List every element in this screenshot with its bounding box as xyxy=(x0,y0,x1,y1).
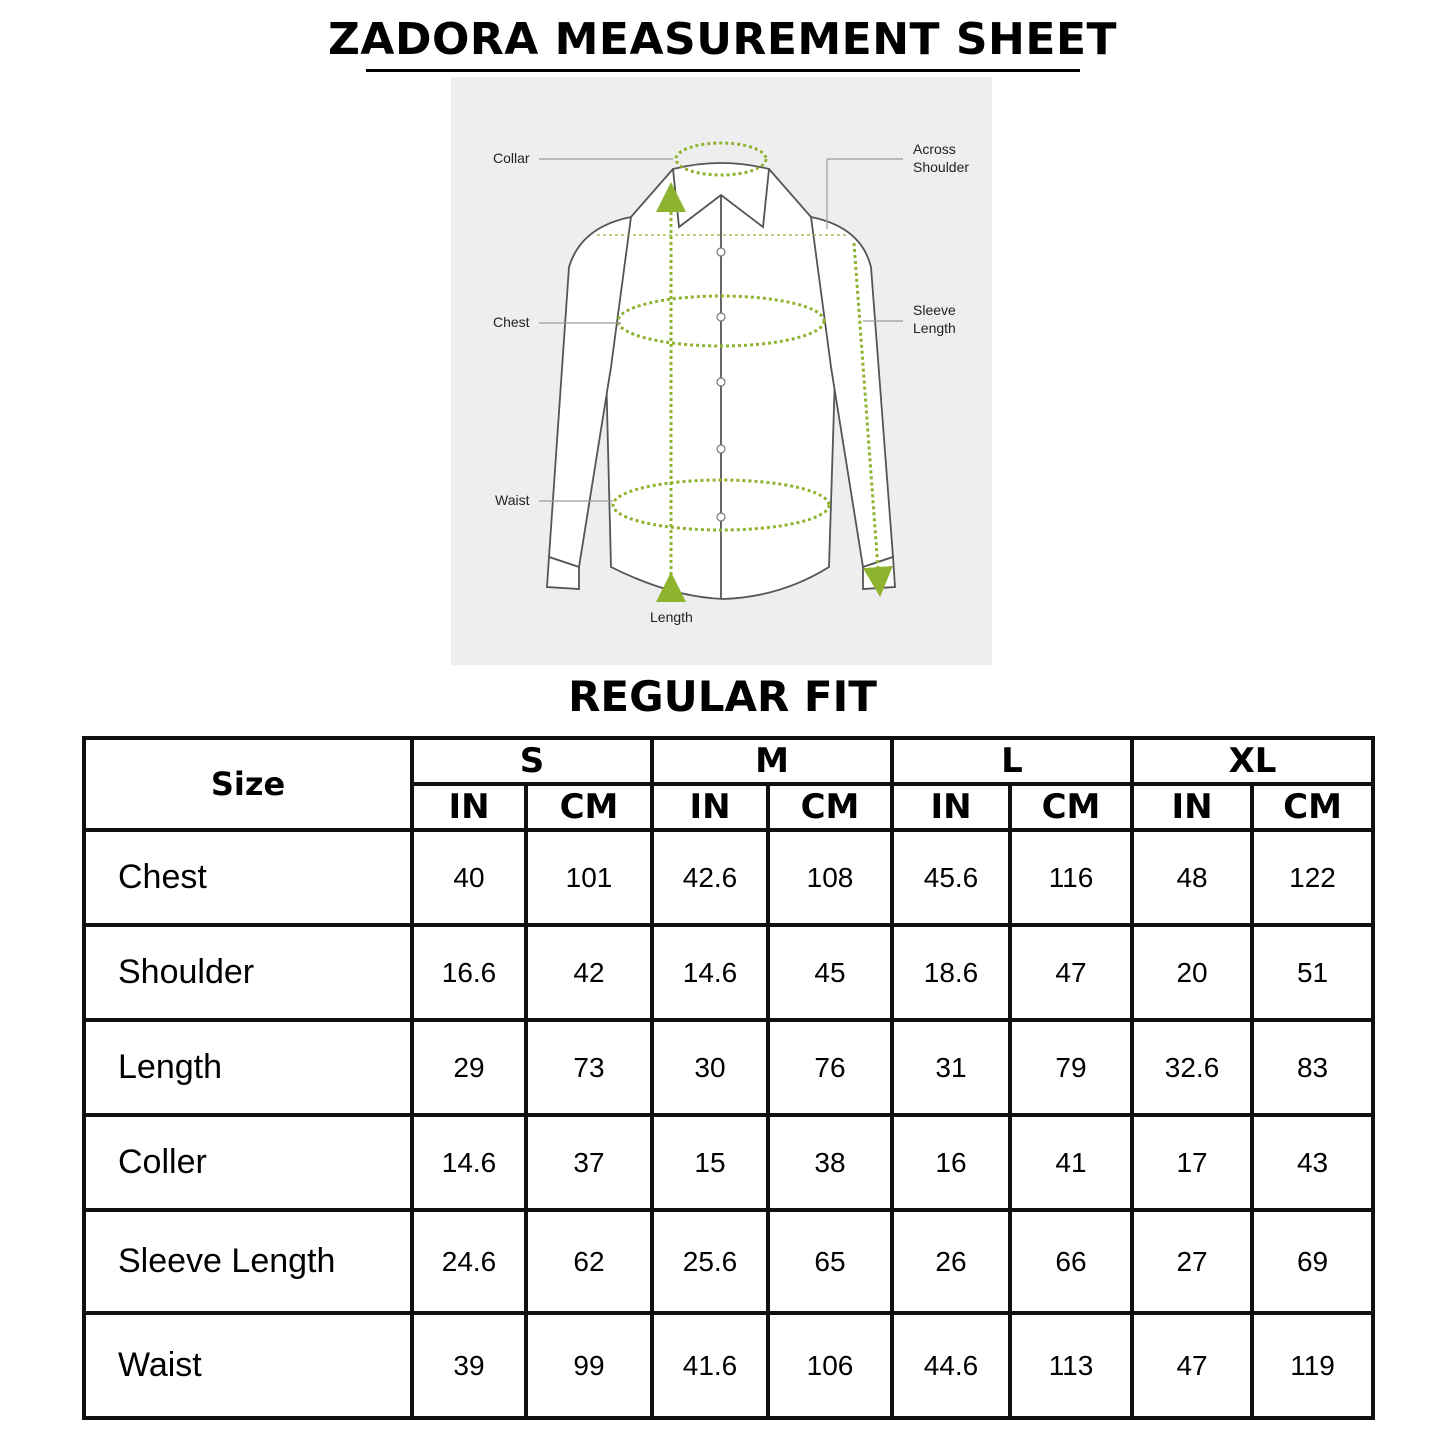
row-label: Shoulder xyxy=(84,925,412,1020)
table-row-sleeve-length xyxy=(84,1210,1373,1313)
table-cell: 83 xyxy=(1252,1020,1373,1115)
unit-header: CM xyxy=(1252,784,1373,830)
table-cell: 113 xyxy=(1010,1313,1132,1418)
unit-header: CM xyxy=(768,784,892,830)
unit-header: IN xyxy=(412,784,526,830)
title-underline xyxy=(366,69,1080,72)
table-cell: 29 xyxy=(412,1020,526,1115)
table-cell: 106 xyxy=(768,1313,892,1418)
unit-header: CM xyxy=(1010,784,1132,830)
table-cell: 66 xyxy=(1010,1210,1132,1313)
size-header-s: S xyxy=(412,738,652,784)
table-cell: 119 xyxy=(1252,1313,1373,1418)
table-cell: 20 xyxy=(1132,925,1252,1020)
diagram-label-across-shoulder: Across xyxy=(913,141,956,157)
table-cell: 40 xyxy=(412,830,526,925)
table-cell: 65 xyxy=(768,1210,892,1313)
table-cell: 44.6 xyxy=(892,1313,1010,1418)
unit-header: CM xyxy=(526,784,652,830)
row-label: Waist xyxy=(84,1313,412,1418)
diagram-label-across-shoulder-2: Shoulder xyxy=(913,159,970,175)
page-title: ZADORA MEASUREMENT SHEET xyxy=(327,14,1118,65)
table-cell: 26 xyxy=(892,1210,1010,1313)
shirt-illustration xyxy=(451,77,992,665)
table-cell: 51 xyxy=(1252,925,1373,1020)
table-cell: 45.6 xyxy=(892,830,1010,925)
unit-header: IN xyxy=(892,784,1010,830)
table-cell: 27 xyxy=(1132,1210,1252,1313)
table-row-shoulder xyxy=(84,925,1373,1020)
table-cell: 37 xyxy=(526,1115,652,1210)
table-cell: 108 xyxy=(768,830,892,925)
diagram-label-collar: Collar xyxy=(493,150,530,166)
table-row-waist xyxy=(84,1313,1373,1418)
table-cell: 48 xyxy=(1132,830,1252,925)
table-cell: 99 xyxy=(526,1313,652,1418)
diagram-label-sleeve-length-2: Length xyxy=(913,320,956,336)
table-cell: 41 xyxy=(1010,1115,1132,1210)
table-cell: 38 xyxy=(768,1115,892,1210)
size-header-row xyxy=(84,738,1373,784)
table-cell: 31 xyxy=(892,1020,1010,1115)
diagram-label-chest: Chest xyxy=(493,314,530,330)
table-cell: 17 xyxy=(1132,1115,1252,1210)
diagram-label-waist: Waist xyxy=(495,492,530,508)
table-cell: 73 xyxy=(526,1020,652,1115)
unit-header: IN xyxy=(652,784,768,830)
table-cell: 14.6 xyxy=(412,1115,526,1210)
table-cell: 79 xyxy=(1010,1020,1132,1115)
table-cell: 16 xyxy=(892,1115,1010,1210)
table-cell: 18.6 xyxy=(892,925,1010,1020)
table-cell: 32.6 xyxy=(1132,1020,1252,1115)
table-cell: 101 xyxy=(526,830,652,925)
table-cell: 42.6 xyxy=(652,830,768,925)
size-header-xl: XL xyxy=(1132,738,1373,784)
diagram-label-length: Length xyxy=(650,609,693,625)
table-cell: 15 xyxy=(652,1115,768,1210)
row-label: Sleeve Length xyxy=(84,1210,412,1313)
table-cell: 47 xyxy=(1132,1313,1252,1418)
table-cell: 39 xyxy=(412,1313,526,1418)
table-cell: 25.6 xyxy=(652,1210,768,1313)
shirt-measurement-diagram xyxy=(451,77,992,665)
table-cell: 122 xyxy=(1252,830,1373,925)
table-cell: 14.6 xyxy=(652,925,768,1020)
row-label: Coller xyxy=(84,1115,412,1210)
row-label: Chest xyxy=(84,830,412,925)
table-cell: 45 xyxy=(768,925,892,1020)
row-label: Length xyxy=(84,1020,412,1115)
table-cell: 24.6 xyxy=(412,1210,526,1313)
table-cell: 116 xyxy=(1010,830,1132,925)
table-row-length xyxy=(84,1020,1373,1115)
table-cell: 30 xyxy=(652,1020,768,1115)
size-chart-table xyxy=(82,736,1375,1420)
table-cell: 43 xyxy=(1252,1115,1373,1210)
unit-header: IN xyxy=(1132,784,1252,830)
table-cell: 69 xyxy=(1252,1210,1373,1313)
table-cell: 76 xyxy=(768,1020,892,1115)
table-cell: 47 xyxy=(1010,925,1132,1020)
fit-heading: REGULAR FIT xyxy=(568,672,877,721)
diagram-label-sleeve-length: Sleeve xyxy=(913,302,956,318)
table-cell: 16.6 xyxy=(412,925,526,1020)
table-cell: 62 xyxy=(526,1210,652,1313)
size-column-header: Size xyxy=(84,738,412,830)
table-cell: 42 xyxy=(526,925,652,1020)
table-row-chest xyxy=(84,830,1373,925)
size-header-m: M xyxy=(652,738,892,784)
table-row-collar xyxy=(84,1115,1373,1210)
table-cell: 41.6 xyxy=(652,1313,768,1418)
size-header-l: L xyxy=(892,738,1132,784)
